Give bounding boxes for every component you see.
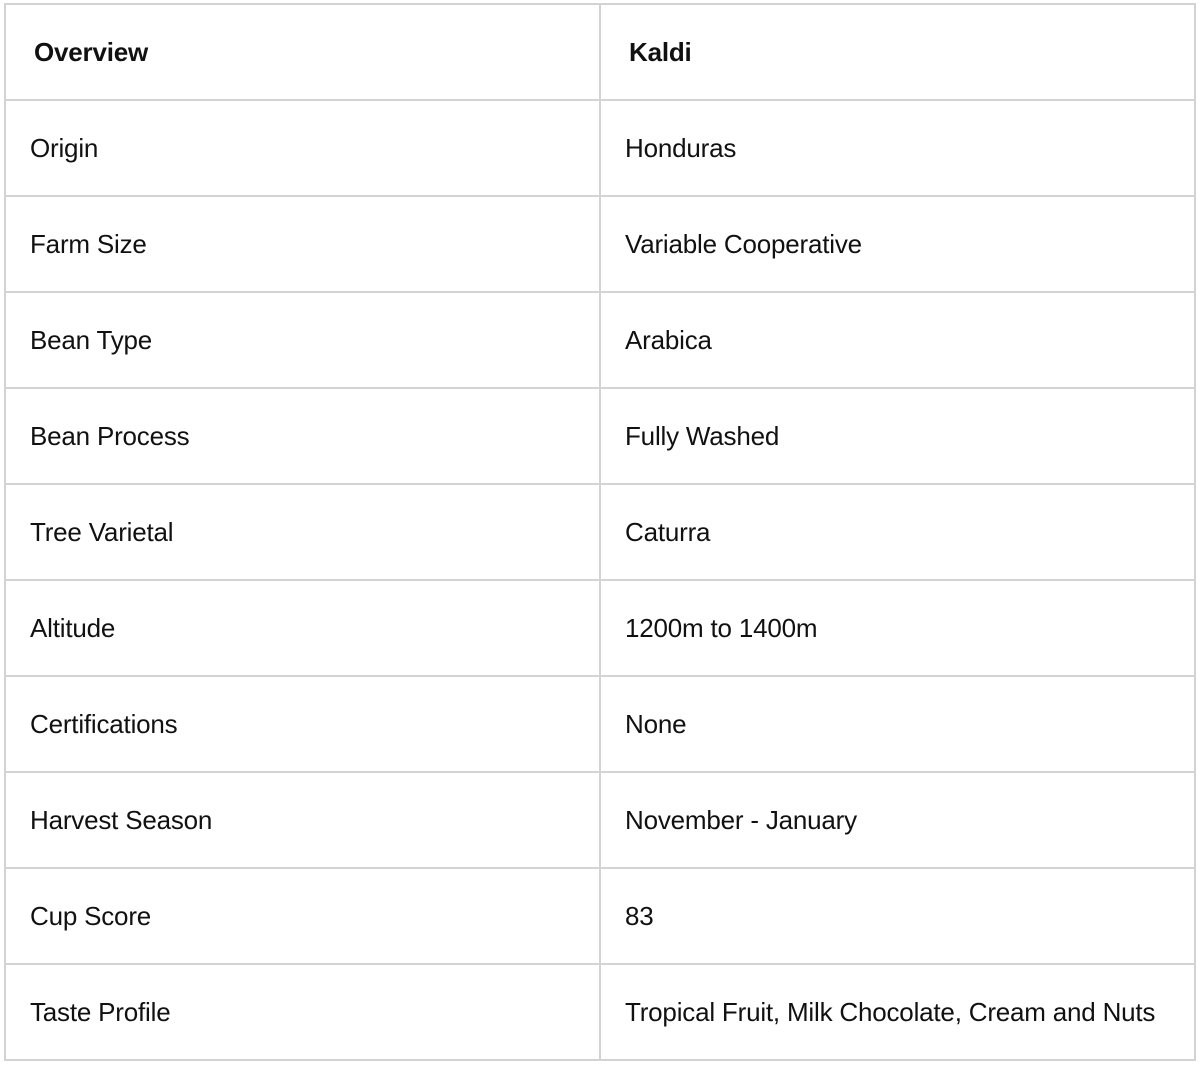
row-label: Altitude [5, 580, 600, 676]
table-header-row [5, 4, 1195, 100]
table-row [5, 292, 1195, 388]
row-value: Tropical Fruit, Milk Chocolate, Cream and Nuts [600, 964, 1195, 1060]
row-value: None [600, 676, 1195, 772]
row-value: November - January [600, 772, 1195, 868]
table-row [5, 388, 1195, 484]
row-value: Variable Cooperative [600, 196, 1195, 292]
row-value: Arabica [600, 292, 1195, 388]
coffee-overview-table [4, 3, 1196, 1061]
table-row [5, 196, 1195, 292]
row-value: 83 [600, 868, 1195, 964]
row-label: Bean Process [5, 388, 600, 484]
row-label: Origin [5, 100, 600, 196]
table-row [5, 676, 1195, 772]
row-value: 1200m to 1400m [600, 580, 1195, 676]
table-row [5, 772, 1195, 868]
row-label: Cup Score [5, 868, 600, 964]
table-row [5, 580, 1195, 676]
row-value: Honduras [600, 100, 1195, 196]
row-label: Tree Varietal [5, 484, 600, 580]
row-label: Bean Type [5, 292, 600, 388]
header-overview: Overview [5, 4, 600, 100]
table-row [5, 964, 1195, 1060]
row-value: Fully Washed [600, 388, 1195, 484]
row-label: Harvest Season [5, 772, 600, 868]
row-label: Certifications [5, 676, 600, 772]
table-row [5, 868, 1195, 964]
table-row [5, 100, 1195, 196]
header-kaldi: Kaldi [600, 4, 1195, 100]
table-row [5, 484, 1195, 580]
row-label: Taste Profile [5, 964, 600, 1060]
overview-table-container [4, 3, 1194, 1061]
row-label: Farm Size [5, 196, 600, 292]
row-value: Caturra [600, 484, 1195, 580]
